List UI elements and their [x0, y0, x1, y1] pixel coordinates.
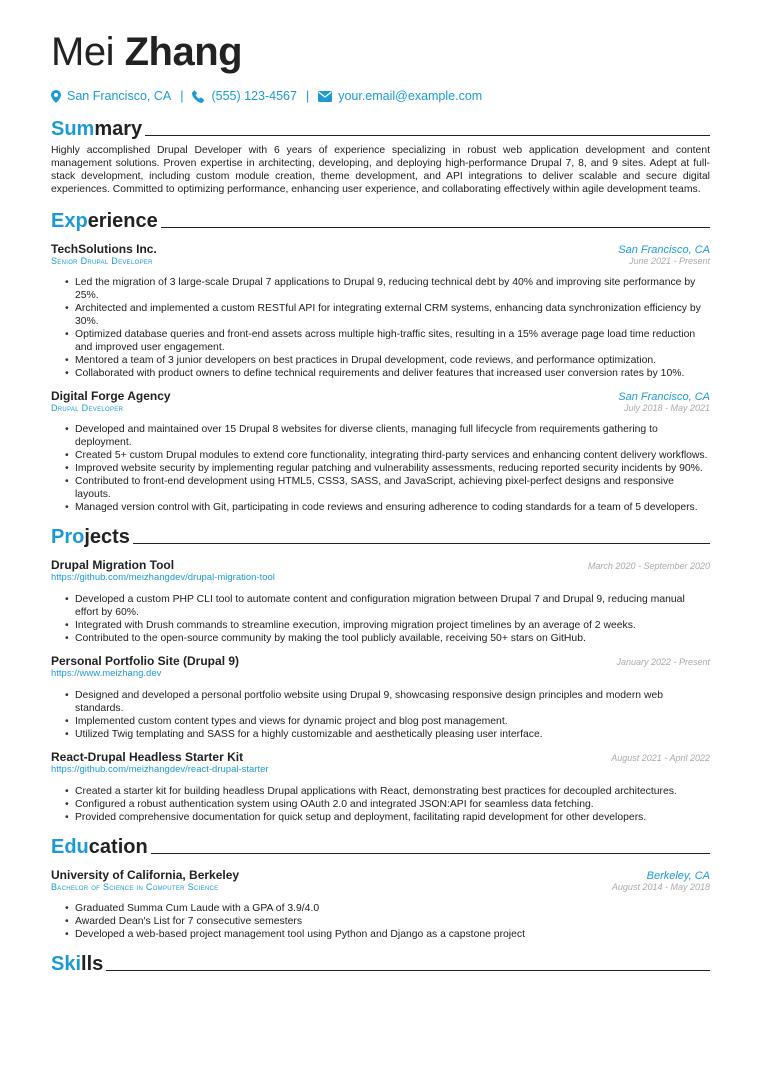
project-link[interactable]: https://www.meizhang.dev [51, 668, 162, 679]
section-projects-heading [51, 526, 710, 548]
candidate-name [51, 30, 710, 74]
list-item: • Created a starter kit for building headless Drupal applications with React, demonstrating best practices for decoupled architectures. [75, 785, 710, 798]
first-name: Mei [51, 30, 114, 74]
map-marker-icon [51, 90, 61, 103]
list-item: • Created 5+ custom Drupal modules to extend core functionality, integrating third-party services and enhancing content delivery workflows. [75, 449, 710, 462]
section-rule [106, 970, 710, 971]
job-bullets [51, 276, 710, 380]
resume-page [51, 30, 710, 975]
list-item: • Integrated with Drush commands to streamline execution, improving migration project timelines by an average of 2 weeks. [75, 619, 710, 632]
education-bullets [51, 902, 710, 941]
list-item: • Developed and maintained over 15 Drupal 8 websites for diverse clients, managing full lifecycle from requirements gathering to deployment. [75, 423, 710, 449]
section-title [51, 118, 142, 140]
contact-separator: | [180, 89, 184, 103]
project-dates: August 2021 - April 2022 [611, 753, 710, 763]
section-rule [133, 543, 710, 544]
project-entry [51, 558, 710, 645]
list-item: • Mentored a team of 3 junior developers on best practices in Drupal development, code reviews, and performance optimization. [75, 354, 710, 367]
project-name: Drupal Migration Tool [51, 558, 175, 572]
section-summary-heading [51, 118, 710, 140]
school-name: University of California, Berkeley [51, 868, 240, 882]
section-skills-heading [51, 953, 710, 975]
section-rule [161, 227, 710, 228]
project-entry [51, 654, 710, 741]
list-item: • Awarded Dean's List for 7 consecutive semesters [75, 915, 710, 928]
contact-bar [51, 88, 710, 104]
list-item: • Provided comprehensive documentation for quick setup and deployment, facilitating rapid development for other developers. [75, 811, 710, 824]
contact-email[interactable] [318, 89, 482, 103]
project-bullets [51, 785, 710, 824]
company-name: Digital Forge Agency [51, 389, 171, 403]
heading-rest: mary [94, 118, 143, 140]
list-item: • Contributed to front-end development using HTML5, CSS3, SASS, and JavaScript, achieving pixel-perfect designs and responsive layouts. [75, 475, 710, 501]
list-item: • Configured a robust authentication system using OAuth 2.0 and integrated JSON:API for seamless data fetching. [75, 798, 710, 811]
project-name: React-Drupal Headless Starter Kit [51, 750, 244, 764]
section-experience-heading [51, 210, 710, 232]
list-item: • Architected and implemented a custom RESTful API for integrating external CRM systems, enhancing data synchronization efficiency by 30%. [75, 302, 710, 328]
list-item: • Contributed to the open-source community by making the tool publicly available, receiving 50+ stars on GitHub. [75, 632, 710, 645]
project-dates: March 2020 - September 2020 [587, 561, 710, 571]
project-name: Personal Portfolio Site (Drupal 9) [51, 654, 240, 668]
list-item: • Led the migration of 3 large-scale Drupal 7 applications to Drupal 9, reducing technical debt by 40% and improving site performance by 25%. [75, 276, 710, 302]
heading-accent: Pro [51, 526, 85, 548]
project-bullets [51, 593, 710, 645]
section-title [51, 953, 103, 975]
list-item: • Graduated Summa Cum Laude with a GPA of 3.9/4.0 [75, 902, 710, 915]
list-item: • Improved website security by implementing regular patching and vulnerability assessments, reducing reported security incidents by 90%. [75, 462, 710, 475]
list-item: • Designed and developed a personal portfolio website using Drupal 9, showcasing responsive design principles and modern web standards. [75, 689, 710, 715]
list-item: • Developed a custom PHP CLI tool to automate content and configuration migration between Drupal 7 and Drupal 9, reducing manual effort by 60%. [75, 593, 710, 619]
job-dates: July 2018 - May 2021 [623, 403, 710, 413]
project-dates: January 2022 - Present [616, 657, 710, 667]
section-rule [145, 135, 710, 136]
section-title [51, 836, 148, 858]
summary-text: Highly accomplished Drupal Developer with 6 years of experience specializing in robust web application development and content management solutions. Proven expertise in architecting, developing, and deploying high-performance Drupal 7, 8, and 9 sites. Adept at full-stack development, including custom module creation, theme development, and API integrations to deliver scalable and secure digital experiences. Committed to optimizing performance, enhancing user experience, and collaborating effectively within agile development teams. [51, 145, 710, 195]
job-dates: June 2021 - Present [628, 256, 710, 266]
job-bullets [51, 423, 710, 514]
phone-text: (555) 123-4567 [211, 89, 297, 103]
list-item: • Collaborated with product owners to define technical requirements and deliver features that increased user conversion rates by 10%. [75, 367, 710, 380]
envelope-icon [318, 91, 332, 102]
list-item: • Developed a web-based project management tool using Python and Django as a capstone project [75, 928, 710, 941]
heading-rest: cation [88, 836, 148, 858]
company-name: TechSolutions Inc. [51, 242, 157, 256]
job-location: San Francisco, CA [618, 391, 710, 403]
education-dates: August 2014 - May 2018 [611, 882, 710, 892]
phone-icon [192, 90, 205, 103]
section-title [51, 210, 158, 232]
list-item: • Implemented custom content types and views for dynamic project and blog post management. [75, 715, 710, 728]
last-name: Zhang [124, 30, 243, 74]
section-title [51, 526, 130, 548]
experience-entry [51, 242, 710, 380]
email-text: your.email@example.com [338, 89, 483, 103]
heading-accent: Edu [51, 836, 89, 858]
contact-location [51, 89, 171, 103]
list-item: • Optimized database queries and front-end assets across multiple high-traffic sites, resulting in a 15% average page load time reduction and improved user engagement. [75, 328, 710, 354]
education-entry [51, 868, 710, 941]
job-location: San Francisco, CA [618, 244, 710, 256]
experience-entry [51, 389, 710, 514]
heading-accent: Exp [51, 210, 88, 232]
job-title: Drupal Developer [51, 403, 124, 413]
job-title: Senior Drupal Developer [51, 256, 153, 266]
heading-rest: erience [87, 210, 158, 232]
heading-rest: lls [81, 953, 104, 975]
section-rule [151, 853, 710, 854]
school-location: Berkeley, CA [646, 870, 710, 882]
project-link[interactable]: https://github.com/meizhangdev/react-drupal-starter [51, 764, 269, 775]
contact-separator: | [305, 89, 310, 103]
heading-rest: jects [84, 526, 130, 548]
location-text: San Francisco, CA [67, 89, 172, 103]
contact-phone[interactable] [192, 89, 296, 103]
list-item: • Managed version control with Git, participating in code reviews and ensuring adherence to coding standards for a team of 5 developers. [75, 501, 710, 514]
degree-name: Bachelor of Science in Computer Science [51, 882, 219, 892]
project-link[interactable]: https://github.com/meizhangdev/drupal-migration-tool [51, 572, 275, 583]
heading-accent: Sum [51, 118, 95, 140]
section-education-heading [51, 836, 710, 858]
project-entry [51, 750, 710, 824]
list-item: • Utilized Twig templating and SASS for a highly customizable and aesthetically pleasing user interface. [75, 728, 710, 741]
heading-accent: Ski [51, 953, 82, 975]
project-bullets [51, 689, 710, 741]
